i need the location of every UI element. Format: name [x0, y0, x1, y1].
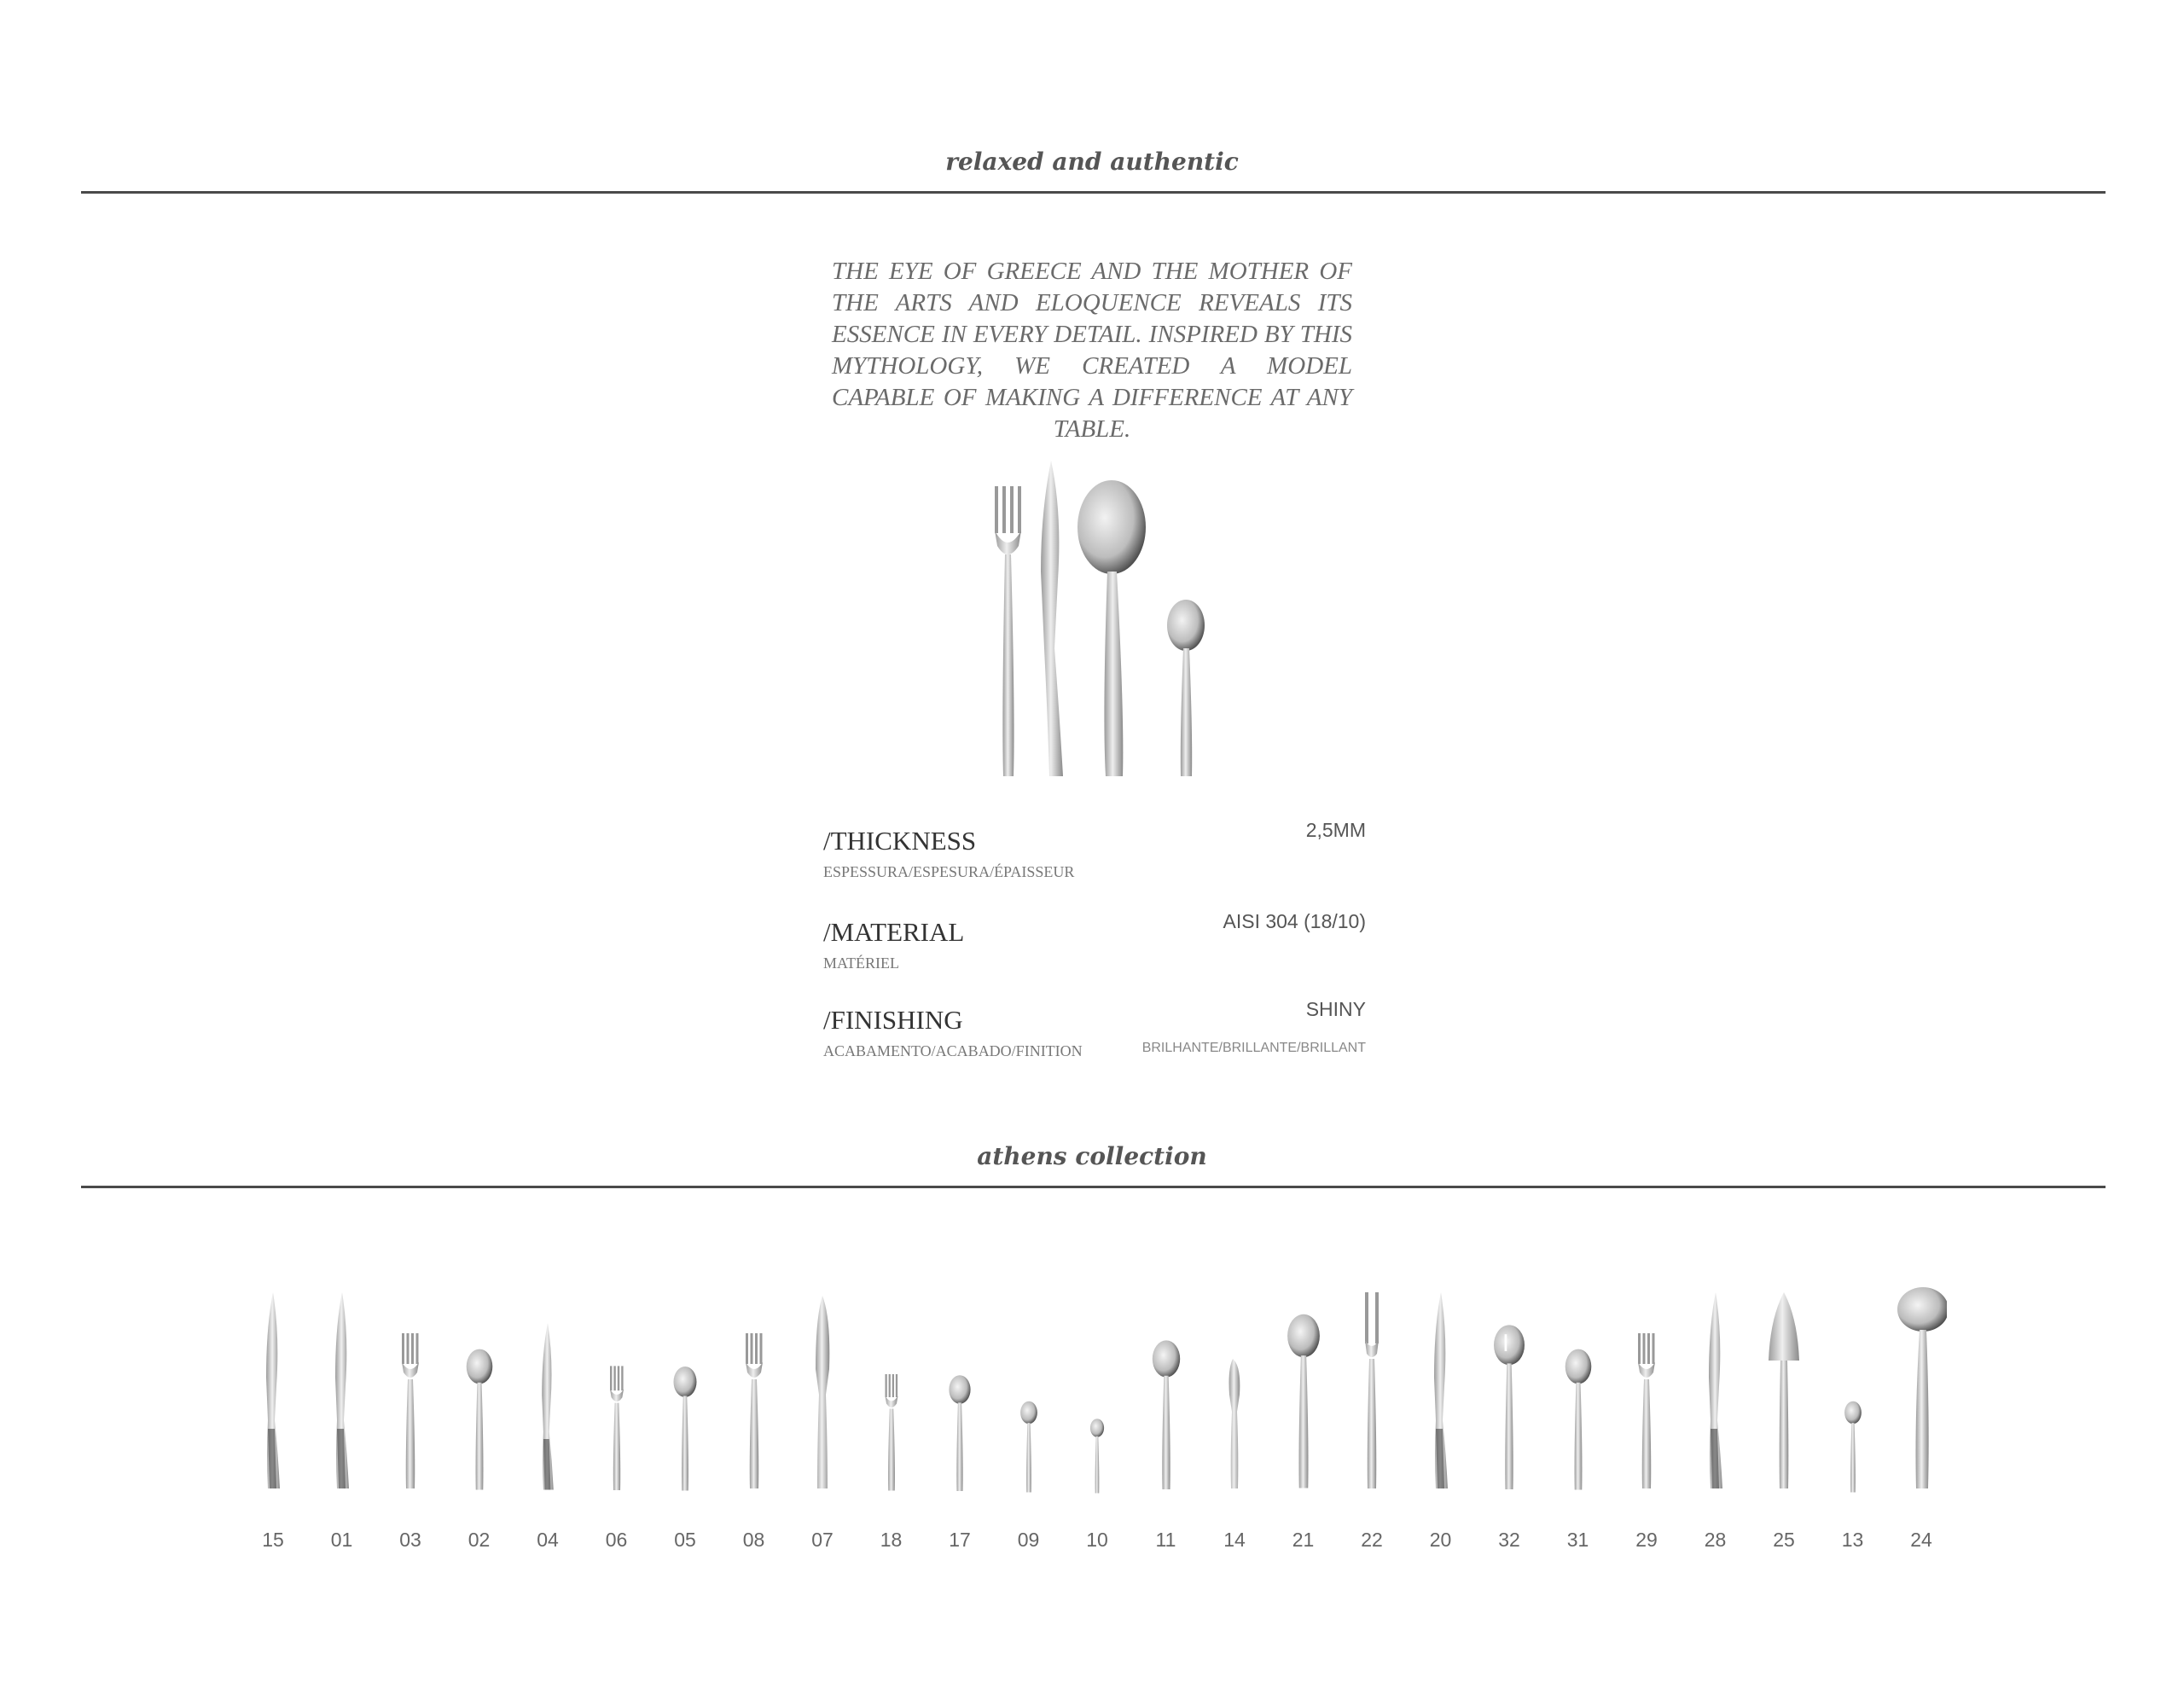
hero-spoon [1077, 480, 1146, 776]
cutlery-item-21 [1278, 1262, 1329, 1570]
item-code: 20 [1429, 1529, 1452, 1551]
item-code: 21 [1292, 1529, 1315, 1551]
item-code: 06 [605, 1529, 628, 1551]
cutlery-item-11 [1141, 1262, 1192, 1570]
spec-material-value: AISI 304 (18/10) [1223, 910, 1366, 932]
knife-icon [1415, 1262, 1467, 1518]
hero-knife [1041, 461, 1063, 776]
divider-collection [81, 1186, 2106, 1188]
fork-icon [729, 1262, 780, 1518]
item-code: 02 [468, 1529, 491, 1551]
item-code: 24 [1910, 1529, 1932, 1551]
spec-material [823, 910, 1366, 977]
item-code: 04 [537, 1529, 559, 1551]
cutlery-item-09 [1003, 1262, 1054, 1570]
spec-material-label: /MATERIAL [823, 917, 965, 947]
fork-icon [1621, 1262, 1672, 1518]
item-code: 11 [1155, 1529, 1176, 1551]
cutlery-item-15 [247, 1262, 299, 1570]
cutlery-item-06 [591, 1262, 642, 1570]
carving-fork-icon [1346, 1262, 1397, 1518]
divider-top [81, 191, 2106, 194]
spoon-icon [454, 1262, 505, 1518]
item-code: 18 [880, 1529, 903, 1551]
spoon-icon [1827, 1262, 1879, 1518]
spec-thickness [823, 819, 1366, 885]
fork-icon [385, 1262, 436, 1518]
cutlery-item-32 [1484, 1262, 1535, 1570]
cutlery-item-14 [1209, 1262, 1260, 1570]
cutlery-item-07 [797, 1262, 848, 1570]
spoon-icon [1278, 1262, 1329, 1518]
fork-icon [866, 1262, 917, 1518]
item-code: 03 [399, 1529, 421, 1551]
item-code: 25 [1773, 1529, 1795, 1551]
section-title-collection: athens collection [977, 1142, 1207, 1170]
cutlery-item-01 [317, 1262, 368, 1570]
hero-teaspoon [1167, 600, 1205, 776]
cutlery-item-25 [1758, 1262, 1809, 1570]
item-code: 13 [1841, 1529, 1864, 1551]
cutlery-item-03 [385, 1262, 436, 1570]
slotted-spoon-icon [1484, 1262, 1535, 1518]
cutlery-item-20 [1415, 1262, 1467, 1570]
item-code: 01 [330, 1529, 353, 1551]
fish-knife-icon [797, 1262, 848, 1518]
item-code: 15 [262, 1529, 284, 1551]
cutlery-item-05 [659, 1262, 711, 1570]
cutlery-item-28 [1690, 1262, 1741, 1570]
cutlery-item-24 [1896, 1262, 1947, 1570]
cake-server-icon [1758, 1262, 1809, 1518]
item-code: 09 [1017, 1529, 1040, 1551]
cutlery-item-13 [1827, 1262, 1879, 1570]
item-code: 14 [1223, 1529, 1246, 1551]
section-title-relaxed: relaxed and authentic [945, 148, 1239, 176]
spec-finishing-label: /FINISHING [823, 1005, 963, 1035]
cutlery-item-22 [1346, 1262, 1397, 1570]
spoon-icon [1141, 1262, 1192, 1518]
spec-finishing [823, 998, 1366, 1065]
cutlery-item-08 [729, 1262, 780, 1570]
cutlery-item-29 [1621, 1262, 1672, 1570]
cutlery-item-18 [866, 1262, 917, 1570]
spec-finishing-value-sub: BRILHANTE/BRILLANTE/BRILLANT [1141, 1041, 1366, 1055]
spec-thickness-label: /THICKNESS [823, 826, 977, 856]
cutlery-item-04 [522, 1262, 573, 1570]
cutlery-item-10 [1072, 1262, 1123, 1570]
item-code: 29 [1635, 1529, 1658, 1551]
cutlery-item-02 [454, 1262, 505, 1570]
item-code: 22 [1361, 1529, 1383, 1551]
fork-icon [591, 1262, 642, 1518]
spec-thickness-sub: ESPESSURA/ESPESURA/ÉPAISSEUR [823, 863, 1075, 880]
knife-icon [522, 1262, 573, 1518]
spoon-icon [1553, 1262, 1604, 1518]
hero-cutlery-image [981, 461, 1220, 785]
knife-icon [317, 1262, 368, 1518]
spec-thickness-value: 2,5MM [1305, 819, 1366, 841]
spoon-icon [1003, 1262, 1054, 1518]
item-code: 07 [811, 1529, 834, 1551]
knife-icon [247, 1262, 299, 1518]
hero-fork [995, 486, 1021, 776]
spoon-icon [934, 1262, 985, 1518]
spec-finishing-value: SHINY [1305, 998, 1366, 1020]
spoon-icon [659, 1262, 711, 1518]
cutlery-item-31 [1553, 1262, 1604, 1570]
item-code: 05 [674, 1529, 696, 1551]
knife-icon [1690, 1262, 1741, 1518]
collection-items [247, 1262, 1954, 1570]
item-code: 31 [1566, 1529, 1589, 1551]
spoon-icon [1072, 1262, 1123, 1518]
intro-paragraph: THE EYE OF GREECE AND THE MOTHER OF THE ARTS AND ELOQUENCE REVEALS ITS ESSENCE IN EVERY DETAIL. INSPIRED BY THIS MYTHOLOGY, WE CREATED A MODEL CAPABLE OF MAKING A DIFFERENCE AT ANY TABLE. [832, 258, 1352, 443]
item-code: 08 [742, 1529, 765, 1551]
item-code: 10 [1086, 1529, 1108, 1551]
item-code: 17 [949, 1529, 971, 1551]
spec-finishing-sub: ACABAMENTO/ACABADO/FINITION [823, 1042, 1083, 1059]
butter-knife-icon [1209, 1262, 1260, 1518]
cutlery-item-17 [934, 1262, 985, 1570]
item-code: 32 [1498, 1529, 1520, 1551]
item-code: 28 [1704, 1529, 1727, 1551]
spec-material-sub: MATÉRIEL [823, 955, 899, 972]
ladle-icon [1896, 1262, 1947, 1518]
